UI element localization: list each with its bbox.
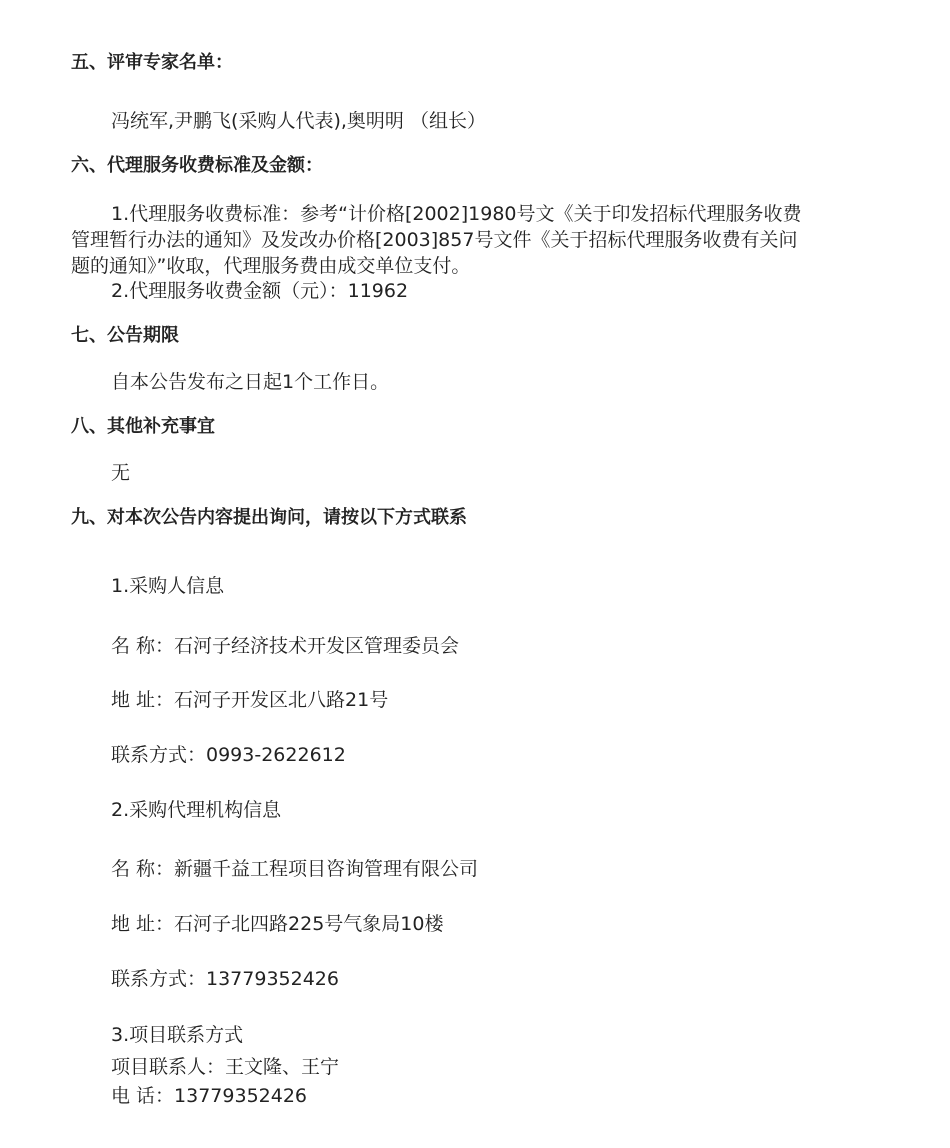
fee-amount: 2.代理服务收费金额（元）：11962 <box>111 280 409 302</box>
fee-standard-line-2: 管理暂行办法的通知》及发改办价格[2003]857号文件《关于招标代理服务收费有关问 <box>71 229 798 251</box>
notice-period-text: 自本公告发布之日起1个工作日。 <box>111 371 390 393</box>
fee-standard-line-1: 1.代理服务收费标准：参考“计价格[2002]1980号文《关于印发招标代理服务收费 <box>111 203 802 225</box>
section-heading-contact: 九、对本次公告内容提出询问，请按以下方式联系 <box>71 507 467 528</box>
section-heading-notice-period: 七、公告期限 <box>71 325 179 346</box>
supplementary-text: 无 <box>111 462 131 484</box>
expert-list: 冯统军,尹鹏飞(采购人代表),奥明明 （组长） <box>111 110 486 132</box>
purchaser-info-title: 1.采购人信息 <box>111 575 225 597</box>
agency-info-title: 2.采购代理机构信息 <box>111 799 282 821</box>
purchaser-address: 地 址：石河子开发区北八路21号 <box>111 689 389 711</box>
fee-standard-line-3: 题的通知》”收取，代理服务费由成交单位支付。 <box>71 255 471 277</box>
project-contact-title: 3.项目联系方式 <box>111 1024 244 1046</box>
project-contact-phone: 电 话：13779352426 <box>111 1085 308 1107</box>
agency-address: 地 址：石河子北四路225号气象局10楼 <box>111 913 444 935</box>
agency-name: 名 称：新疆千益工程项目咨询管理有限公司 <box>111 858 479 880</box>
section-heading-experts: 五、评审专家名单： <box>71 52 233 73</box>
project-contact-person: 项目联系人：王文隆、王宁 <box>111 1056 340 1078</box>
purchaser-name: 名 称：石河子经济技术开发区管理委员会 <box>111 635 460 657</box>
purchaser-contact: 联系方式：0993-2622612 <box>111 744 346 766</box>
section-heading-agency-fee: 六、代理服务收费标准及金额： <box>71 155 323 176</box>
agency-contact: 联系方式：13779352426 <box>111 968 339 990</box>
section-heading-supplementary: 八、其他补充事宜 <box>71 416 215 437</box>
